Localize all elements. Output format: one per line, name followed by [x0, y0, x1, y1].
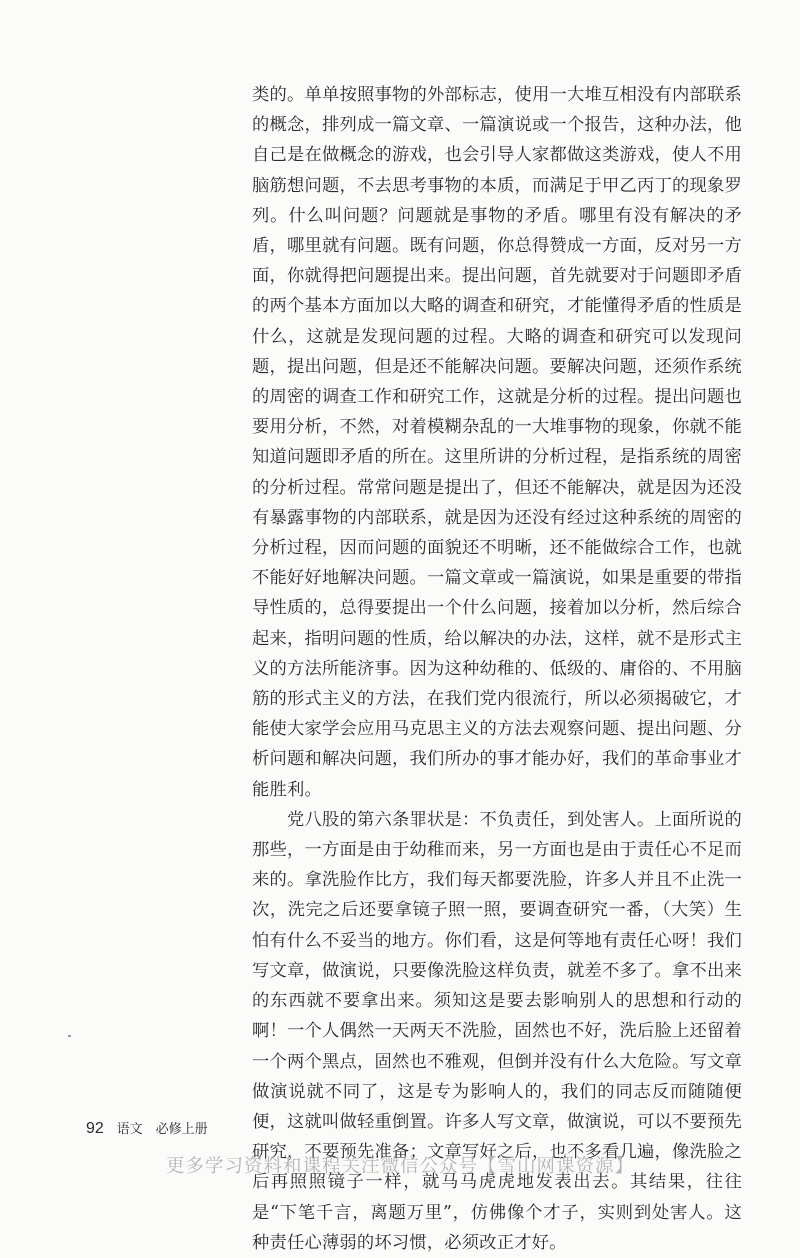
watermark-text: 更多学习资料和课程关注微信公众号【雪山网课资源】: [165, 1156, 634, 1177]
page-body: [252, 80, 742, 1258]
scan-speck: [68, 1035, 71, 1037]
body-paragraph: 类的。单单按照事物的外部标志，使用一大堆互相没有内部联系的概念，排列成一篇文章、一篇演说或一个报告，这种办法，他自己是在做概念的游戏，也会引导人家都做这类游戏，使人不用脑筋想问题，不去思考事物的本质，而满足于甲乙丙丁的现象罗列。什么叫问题？问题就是事物的矛盾。哪里有没有解决的矛盾，哪里就有问题。既有问题，你总得赞成一方面，反对另一方面，你就得把问题提出来。提出问题，首先就要对于问题即矛盾的两个基本方面加以大略的调查和研究，才能懂得矛盾的性质是什么，这就是发现问题的过程。大略的调查和研究可以发现问题，提出问题，但是还不能解决问题。要解决问题，还须作系统的周密的调查工作和研究工作，这就是分析的过程。提出问题也要用分析，不然，对着模糊杂乱的一大堆事物的现象，你就不能知道问题即矛盾的所在。这里所讲的分析过程，是指系统的周密的分析过程。常常问题是提出了，但还不能解决，就是因为还没有暴露事物的内部联系，就是因为还没有经过这种系统的周密的分析过程，因而问题的面貌还不明晰，还不能做综合工作，也就不能好好地解决问题。一篇文章或一篇演说，如果是重要的带指导性质的，总得要提出一个什么问题，接着加以分析，然后综合起来，指明问题的性质，给以解决的办法，这样，就不是形式主义的方法所能济事。因为这种幼稚的、低级的、庸俗的、不用脑筋的形式主义的方法，在我们党内很流行，所以必须揭破它，才能使大家学会应用马克思主义的方法去观察问题、提出问题、分析问题和解决问题，我们所办的事才能办好，我们的革命事业才能胜利。: [252, 85, 742, 800]
page-number: 92: [86, 1120, 104, 1137]
book-title: 语文 必修上册: [116, 1122, 208, 1137]
body-paragraph: 党八股的第六条罪状是：不负责任，到处害人。上面所说的那些，一方面是由于幼稚而来，另一方面也是由于责任心不足而来的。拿洗脸作比方，我们每天都要洗脸，许多人并且不止洗一次，洗完之后还要拿镜子照一照，要调查研究一番，（大笑）生怕有什么不妥当的地方。你们看，这是何等地有责任心呀！我们写文章，做演说，只要像洗脸这样负责，就差不多了。拿不出来的东西就不要拿出来。须知这是要去影响别人的思想和行动的啊！一个人偶然一天两天不洗脸，固然也不好，洗后脸上还留着一个两个黑点，固然也不雅观，但倒并没有什么大危险。写文章做演说就不同了，这是专为影响人的，我们的同志反而随随便便，这就叫做轻重倒置。许多人写文章，做演说，可以不要预先研究，不要预先准备；文章写好之后，也不多看几遍，像洗脸之后再照照镜子一样，就马马虎虎地发表出去。其结果，往往是“下笔千言，离题万里”，仿佛像个才子，实则到处害人。这种责任心薄弱的坏习惯，必须改正才好。: [252, 809, 742, 1253]
page-footer: [86, 1118, 208, 1138]
